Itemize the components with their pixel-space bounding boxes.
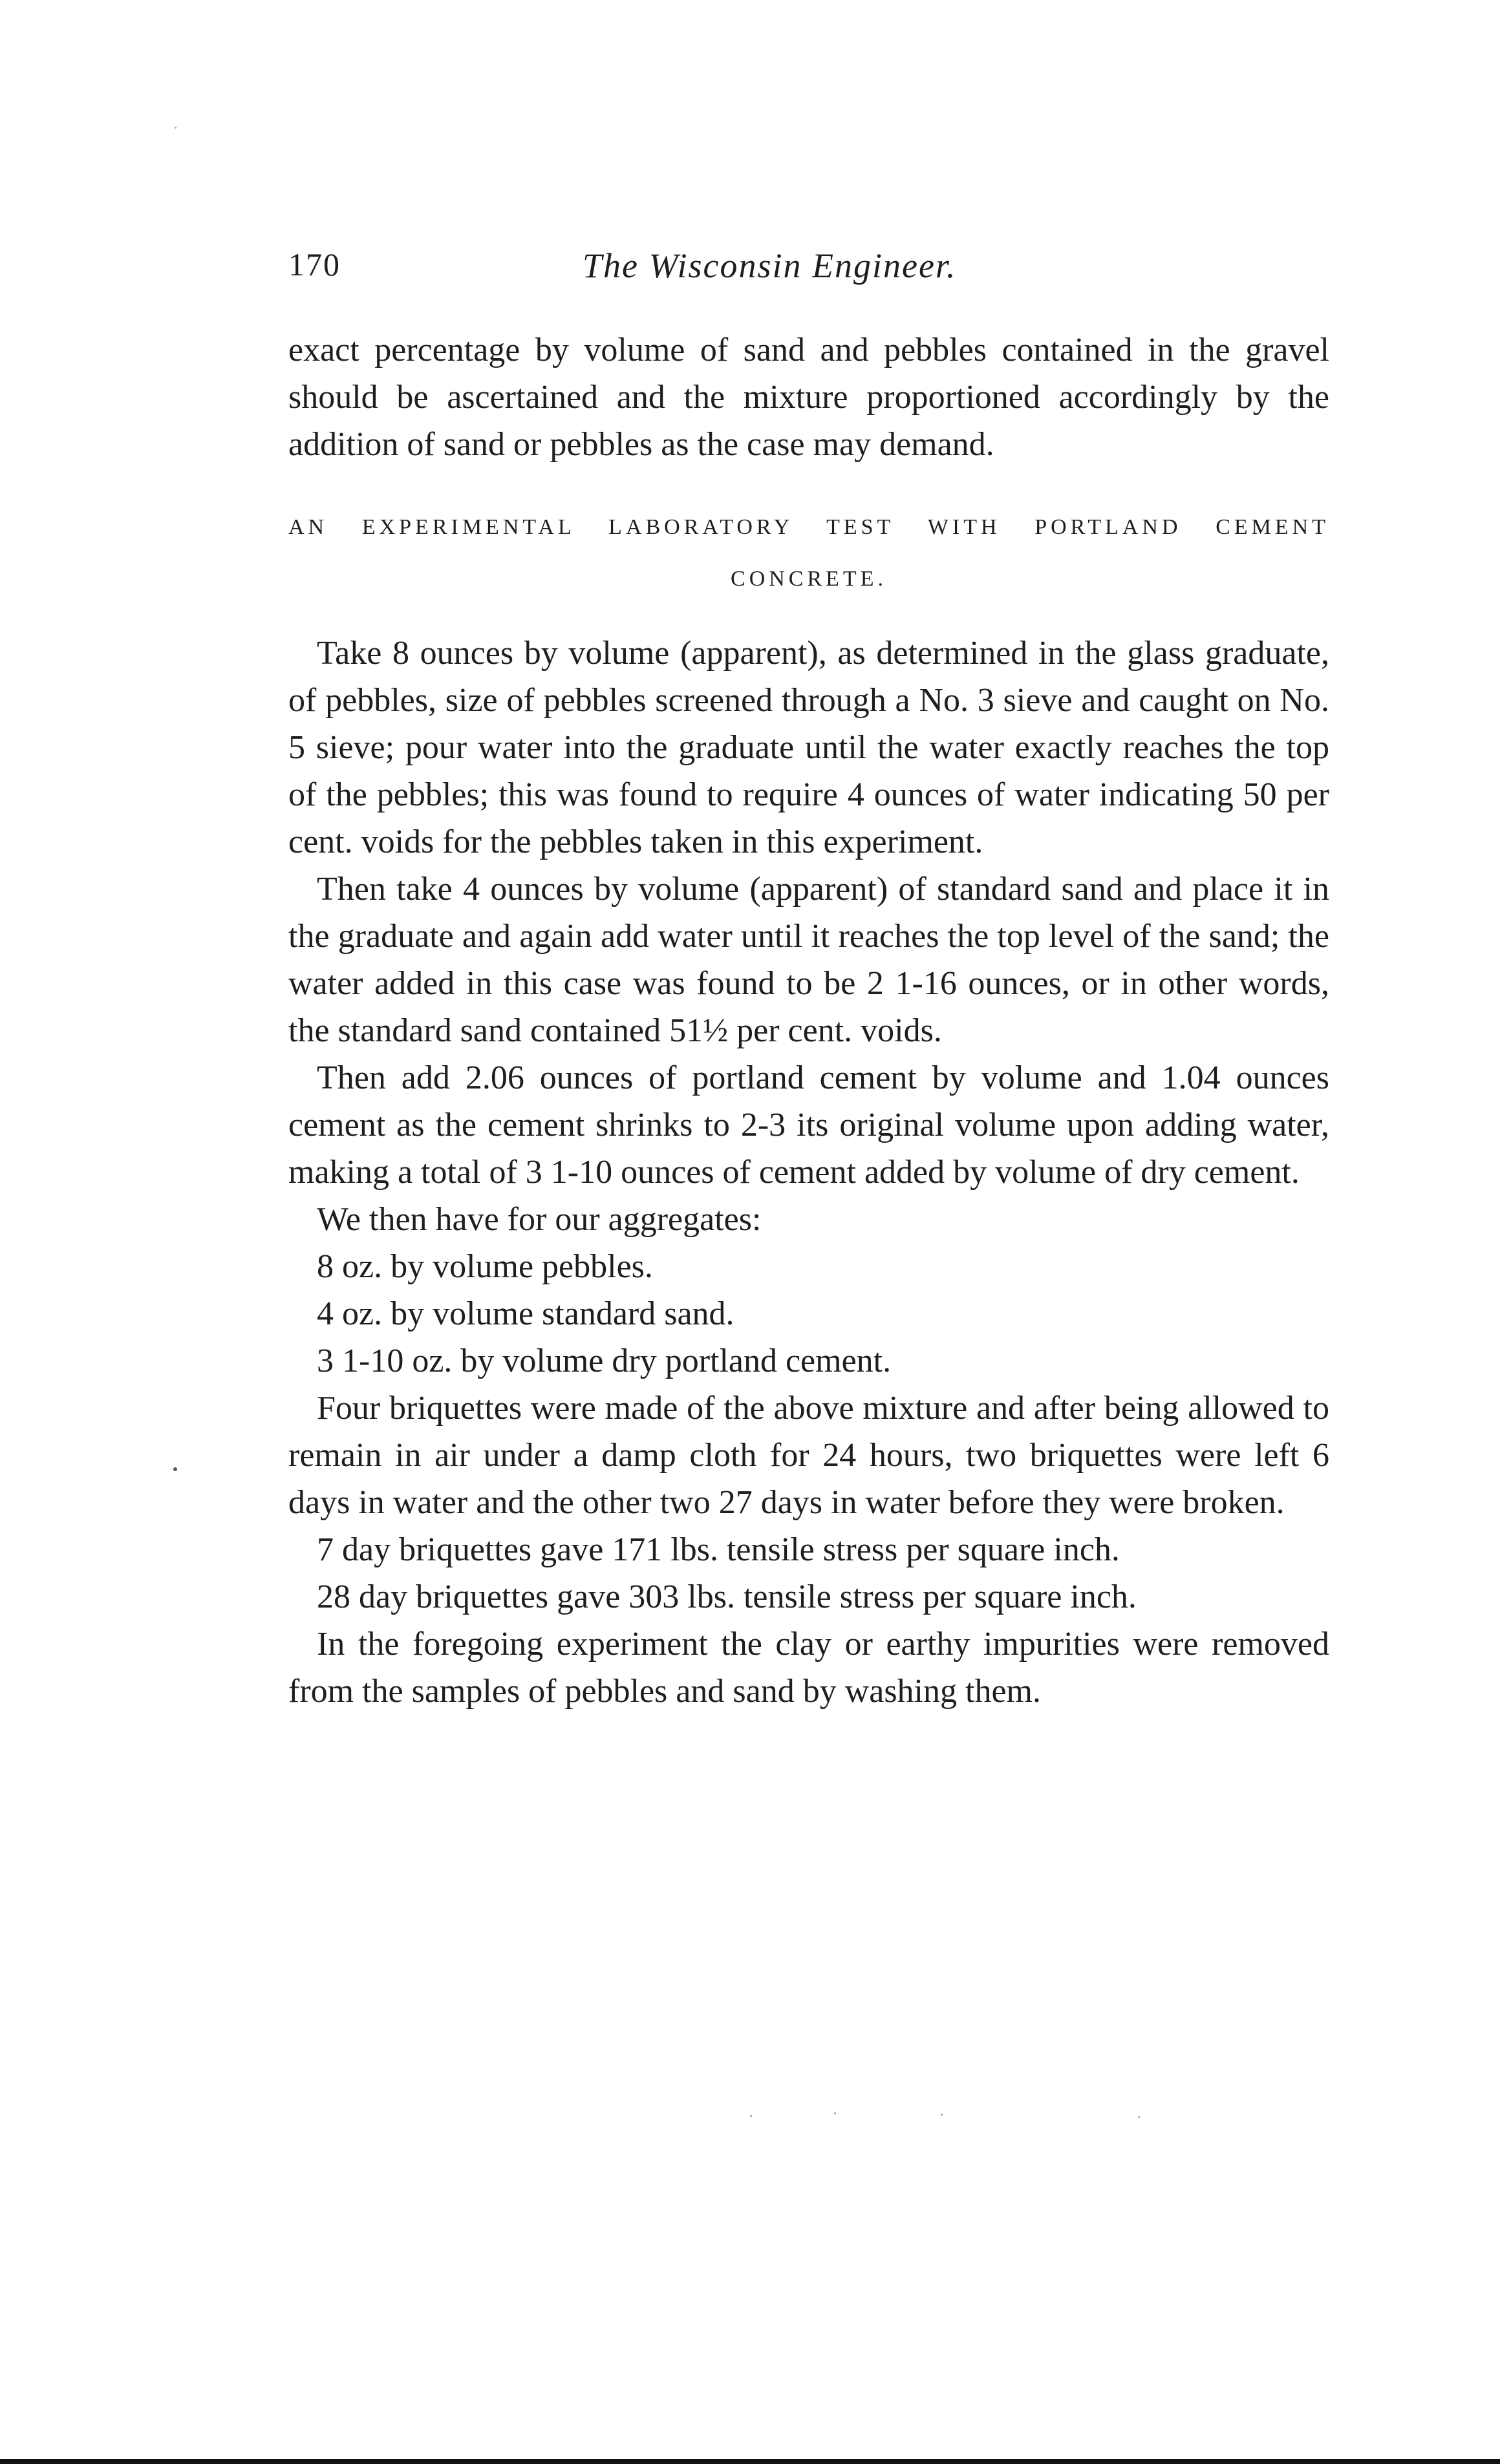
scan-speck: [175, 127, 177, 129]
body-text: [288, 326, 1329, 1715]
section-heading: AN EXPERIMENTAL LABORATORY TEST WITH PORTLAND CEMENT CONCRETE.: [288, 515, 1329, 591]
paragraph-continuation: exact percentage by volume of sand and pebbles contained in the gravel should be ascertained and the mixture proportioned accordingly by the addition of sand or pebbles as the case may demand.: [288, 332, 1329, 463]
scan-speck: [941, 2114, 943, 2116]
scan-speck: [750, 2115, 752, 2117]
paragraph-cement: Then add 2.06 ounces of portland cement by volume and 1.04 ounces cement as the cement shrinks to 2-3 its original volume upon adding water, making a total of 3 1-10 ounces of cement added by volume of dry cement.: [288, 1059, 1329, 1191]
paragraph-conclusion: In the foregoing experiment the clay or earthy impurities were removed from the samples of pebbles and sand by washing them.: [288, 1626, 1329, 1710]
scan-speck: [834, 2112, 836, 2114]
paragraph-briquettes: Four briquettes were made of the above mixture and after being allowed to remain in air under a damp cloth for 24 hours, two briquettes were left 6 days in water and the other two 27 days in water before they were broken.: [288, 1390, 1329, 1521]
result-7-day: 7 day briquettes gave 171 lbs. tensile stress per square inch.: [317, 1531, 1120, 1568]
aggregate-pebbles: 8 oz. by volume pebbles.: [317, 1248, 653, 1285]
paragraph-sand: Then take 4 ounces by volume (apparent) of standard sand and place it in the graduate and again add water until it reaches the top level of the sand; the water added in this case was found to be 2 1-16 ounces, or in other words, the standard sand contained 51½ per cent. voids.: [288, 871, 1329, 1049]
aggregate-cement: 3 1-10 oz. by volume dry portland cement.: [317, 1343, 892, 1379]
scan-speck: [1138, 2116, 1140, 2118]
running-title: The Wisconsin Engineer.: [583, 246, 957, 285]
aggregate-sand: 4 oz. by volume standard sand.: [317, 1295, 734, 1332]
scan-bottom-border: [0, 2459, 1500, 2464]
page-number: 170: [288, 246, 341, 282]
page-header: [288, 246, 1329, 297]
paragraph-aggregates-intro: We then have for our aggregates:: [317, 1201, 762, 1238]
result-28-day: 28 day briquettes gave 303 lbs. tensile stress per square inch.: [317, 1578, 1137, 1615]
scan-speck: [173, 1467, 177, 1471]
paragraph-pebbles: Take 8 ounces by volume (apparent), as determined in the glass graduate, of pebbles, size of pebbles screened through a No. 3 sieve and caught on No. 5 sieve; pour water into the graduate until the water exactly reaches the top of the pebbles; this was found to require 4 ounces of water indicating 50 per cent. voids for the pebbles taken in this experiment.: [288, 635, 1329, 860]
